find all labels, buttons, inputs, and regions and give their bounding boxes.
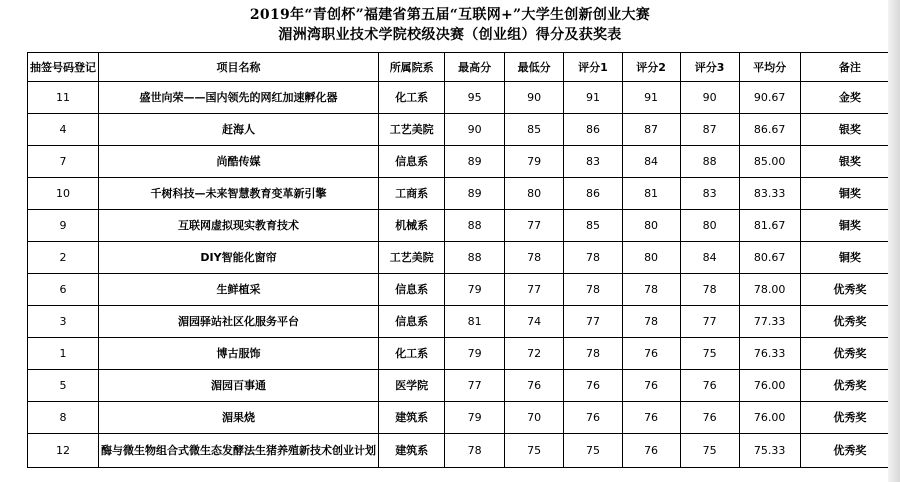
- cell-score-2: 80: [622, 242, 680, 274]
- cell-project-name: 湄果烧: [99, 402, 379, 434]
- header-score-2: 评分2: [622, 53, 680, 82]
- cell-project-name: 酶与微生物组合式微生态发酵法生猪养殖新技术创业计划: [99, 434, 379, 468]
- cell-average: 86.67: [739, 114, 800, 146]
- cell-project-name: 盛世向荣——国内领先的网红加速孵化器: [99, 82, 379, 114]
- cell-average: 81.67: [739, 210, 800, 242]
- cell-award: 优秀奖: [800, 306, 899, 338]
- cell-project-name: 千树科技—未来智慧教育变革新引擎: [99, 178, 379, 210]
- table-row: [28, 210, 900, 242]
- cell-min-score: 74: [504, 306, 564, 338]
- cell-average: 83.33: [739, 178, 800, 210]
- cell-min-score: 90: [504, 82, 564, 114]
- cell-average: 85.00: [739, 146, 800, 178]
- cell-score-3: 87: [680, 114, 739, 146]
- cell-department: 工艺美院: [379, 242, 445, 274]
- table-row: [28, 82, 900, 114]
- cell-min-score: 80: [504, 178, 564, 210]
- cell-score-2: 81: [622, 178, 680, 210]
- cell-max-score: 89: [445, 146, 505, 178]
- cell-max-score: 89: [445, 178, 505, 210]
- cell-department: 工商系: [379, 178, 445, 210]
- cell-max-score: 95: [445, 82, 505, 114]
- cell-max-score: 79: [445, 402, 505, 434]
- header-min-score: 最低分: [504, 53, 564, 82]
- cell-score-2: 78: [622, 274, 680, 306]
- cell-max-score: 77: [445, 370, 505, 402]
- cell-project-name: 尚酷传媒: [99, 146, 379, 178]
- table-row: [28, 114, 900, 146]
- cell-score-2: 91: [622, 82, 680, 114]
- cell-score-2: 76: [622, 402, 680, 434]
- cell-department: 工艺美院: [379, 114, 445, 146]
- cell-code: 3: [28, 306, 99, 338]
- header-project-name: 项目名称: [99, 53, 379, 82]
- header-max-score: 最高分: [445, 53, 505, 82]
- cell-code: 11: [28, 82, 99, 114]
- header-remark: 备注: [800, 53, 899, 82]
- cell-score-1: 78: [564, 338, 622, 370]
- cell-department: 建筑系: [379, 402, 445, 434]
- cell-max-score: 88: [445, 210, 505, 242]
- cell-project-name: 湄园百事通: [99, 370, 379, 402]
- cell-score-1: 86: [564, 178, 622, 210]
- table-header-row: [28, 53, 900, 82]
- table-row: [28, 370, 900, 402]
- cell-award: 铜奖: [800, 210, 899, 242]
- cell-min-score: 75: [504, 434, 564, 468]
- page-edge-shadow: [888, 0, 900, 482]
- cell-min-score: 79: [504, 146, 564, 178]
- cell-score-3: 75: [680, 434, 739, 468]
- score-table: [27, 52, 900, 468]
- cell-award: 银奖: [800, 114, 899, 146]
- cell-code: 9: [28, 210, 99, 242]
- cell-department: 化工系: [379, 82, 445, 114]
- cell-award: 铜奖: [800, 178, 899, 210]
- cell-score-1: 83: [564, 146, 622, 178]
- score-table-body: [28, 82, 900, 468]
- cell-min-score: 78: [504, 242, 564, 274]
- cell-score-3: 80: [680, 210, 739, 242]
- cell-max-score: 81: [445, 306, 505, 338]
- cell-project-name: 生鲜植采: [99, 274, 379, 306]
- cell-score-3: 76: [680, 370, 739, 402]
- cell-code: 12: [28, 434, 99, 468]
- document-subtitle: 湄洲湾职业技术学院校级决赛（创业组）得分及获奖表: [278, 27, 622, 43]
- table-row: [28, 178, 900, 210]
- header-code: 抽签号码登记: [28, 53, 99, 82]
- cell-max-score: 88: [445, 242, 505, 274]
- cell-average: 90.67: [739, 82, 800, 114]
- table-row: [28, 434, 900, 468]
- cell-department: 化工系: [379, 338, 445, 370]
- cell-award: 优秀奖: [800, 434, 899, 468]
- cell-project-name: DIY智能化窗帘: [99, 242, 379, 274]
- cell-code: 8: [28, 402, 99, 434]
- cell-score-2: 87: [622, 114, 680, 146]
- cell-score-2: 76: [622, 434, 680, 468]
- cell-score-2: 84: [622, 146, 680, 178]
- header-score-1: 评分1: [564, 53, 622, 82]
- cell-code: 5: [28, 370, 99, 402]
- table-row: [28, 242, 900, 274]
- cell-min-score: 76: [504, 370, 564, 402]
- cell-average: 76.00: [739, 402, 800, 434]
- cell-max-score: 90: [445, 114, 505, 146]
- table-row: [28, 146, 900, 178]
- table-row: [28, 274, 900, 306]
- cell-code: 10: [28, 178, 99, 210]
- cell-average: 80.67: [739, 242, 800, 274]
- cell-min-score: 70: [504, 402, 564, 434]
- cell-award: 银奖: [800, 146, 899, 178]
- cell-score-3: 78: [680, 274, 739, 306]
- cell-code: 4: [28, 114, 99, 146]
- cell-score-1: 77: [564, 306, 622, 338]
- cell-score-3: 90: [680, 82, 739, 114]
- cell-average: 76.00: [739, 370, 800, 402]
- cell-score-1: 86: [564, 114, 622, 146]
- cell-score-2: 78: [622, 306, 680, 338]
- cell-average: 77.33: [739, 306, 800, 338]
- cell-average: 78.00: [739, 274, 800, 306]
- cell-department: 信息系: [379, 306, 445, 338]
- cell-award: 优秀奖: [800, 402, 899, 434]
- cell-score-3: 75: [680, 338, 739, 370]
- cell-award: 铜奖: [800, 242, 899, 274]
- cell-department: 建筑系: [379, 434, 445, 468]
- cell-min-score: 72: [504, 338, 564, 370]
- cell-score-1: 76: [564, 402, 622, 434]
- cell-score-2: 80: [622, 210, 680, 242]
- cell-score-3: 84: [680, 242, 739, 274]
- cell-code: 1: [28, 338, 99, 370]
- cell-score-1: 85: [564, 210, 622, 242]
- cell-award: 金奖: [800, 82, 899, 114]
- table-row: [28, 338, 900, 370]
- cell-min-score: 77: [504, 274, 564, 306]
- cell-award: 优秀奖: [800, 370, 899, 402]
- cell-score-1: 75: [564, 434, 622, 468]
- cell-max-score: 78: [445, 434, 505, 468]
- cell-max-score: 79: [445, 338, 505, 370]
- cell-project-name: 博古服饰: [99, 338, 379, 370]
- cell-average: 75.33: [739, 434, 800, 468]
- cell-code: 6: [28, 274, 99, 306]
- cell-score-1: 91: [564, 82, 622, 114]
- document-title: 2019年“青创杯”福建省第五届“互联网+”大学生创新创业大赛: [249, 7, 651, 23]
- cell-score-3: 83: [680, 178, 739, 210]
- cell-project-name: 赶海人: [99, 114, 379, 146]
- cell-code: 2: [28, 242, 99, 274]
- cell-department: 医学院: [379, 370, 445, 402]
- cell-score-1: 78: [564, 274, 622, 306]
- cell-score-3: 77: [680, 306, 739, 338]
- header-average: 平均分: [739, 53, 800, 82]
- header-department: 所属院系: [379, 53, 445, 82]
- cell-department: 信息系: [379, 274, 445, 306]
- cell-min-score: 77: [504, 210, 564, 242]
- cell-award: 优秀奖: [800, 274, 899, 306]
- cell-score-2: 76: [622, 370, 680, 402]
- cell-min-score: 85: [504, 114, 564, 146]
- cell-score-3: 88: [680, 146, 739, 178]
- table-row: [28, 306, 900, 338]
- cell-code: 7: [28, 146, 99, 178]
- header-score-3: 评分3: [680, 53, 739, 82]
- cell-average: 76.33: [739, 338, 800, 370]
- cell-department: 机械系: [379, 210, 445, 242]
- cell-department: 信息系: [379, 146, 445, 178]
- cell-max-score: 79: [445, 274, 505, 306]
- cell-score-1: 78: [564, 242, 622, 274]
- cell-project-name: 互联网虚拟现实教育技术: [99, 210, 379, 242]
- cell-score-2: 76: [622, 338, 680, 370]
- cell-score-3: 76: [680, 402, 739, 434]
- cell-award: 优秀奖: [800, 338, 899, 370]
- cell-score-1: 76: [564, 370, 622, 402]
- table-row: [28, 402, 900, 434]
- cell-project-name: 湄园驿站社区化服务平台: [99, 306, 379, 338]
